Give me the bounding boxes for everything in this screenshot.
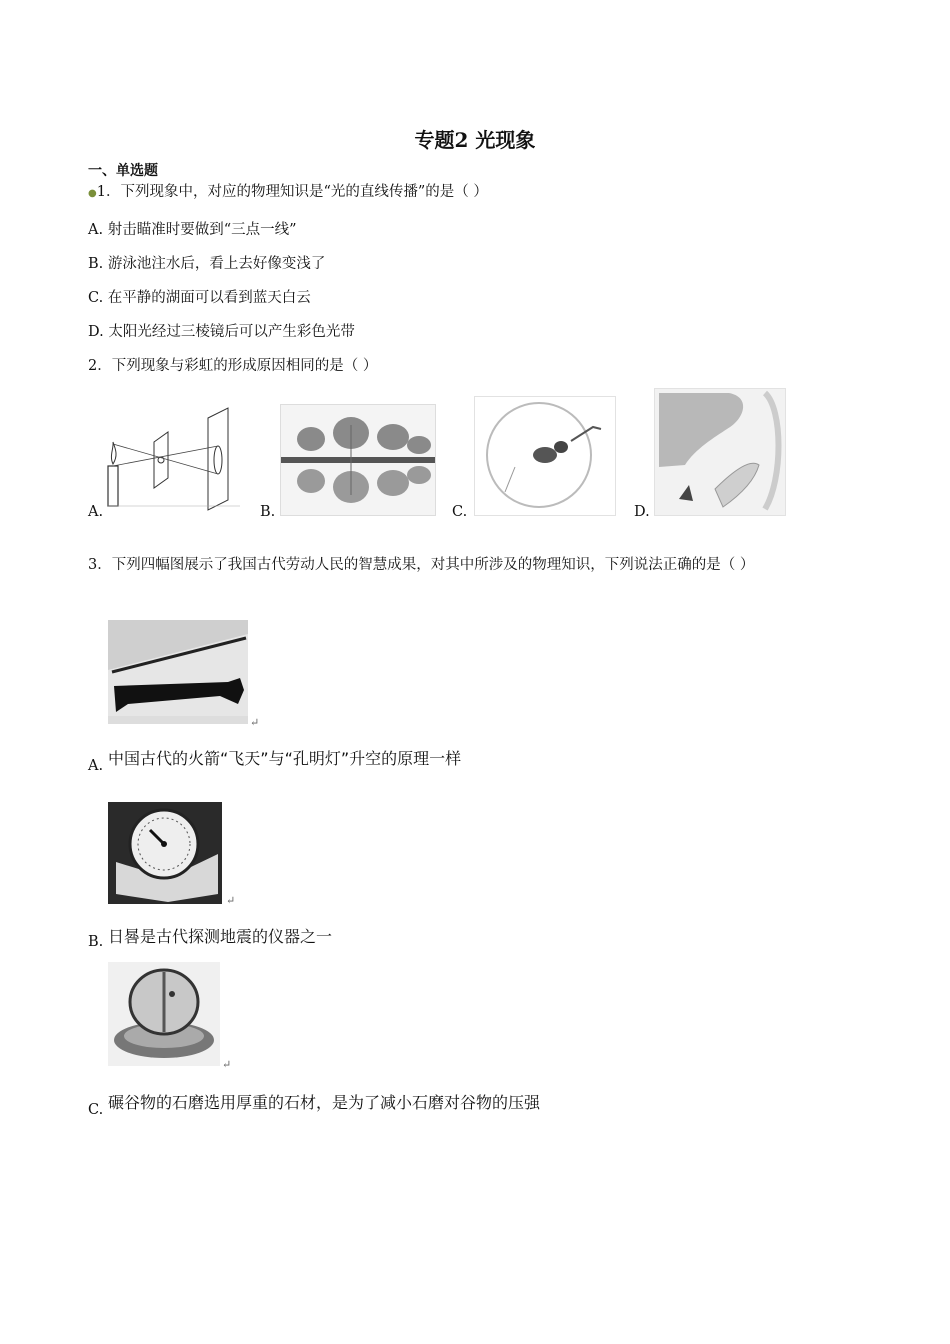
question-1-option-b: B. 游泳池注水后，看上去好像变浅了 — [88, 256, 326, 272]
question-3-option-a-caption: 中国古代的火箭“飞天”与“孔明灯”升空的原理一样 — [108, 749, 462, 768]
question-3-label-b: B. — [88, 934, 104, 950]
question-2-label-d: D. — [634, 504, 650, 520]
return-mark-icon: ↵ — [226, 894, 236, 907]
question-1-text: 1．下列现象中，对应的物理知识是“光的直线传播”的是（ ） — [96, 184, 488, 200]
question-1-stem — [88, 182, 488, 204]
question-1-option-c: C. 在平静的湖面可以看到蓝天白云 — [88, 290, 311, 306]
hand-shadow-image — [654, 388, 786, 516]
section-heading: 一、单选题 — [88, 163, 158, 179]
magnifier-image — [474, 396, 616, 516]
question-1-option-d: D. 太阳光经过三棱镜后可以产生彩色光带 — [88, 324, 355, 340]
question-2-label-a: A. — [88, 504, 104, 520]
return-mark-icon: ↵ — [222, 1058, 232, 1071]
question-2-label-c: C. — [452, 504, 468, 520]
sundial-image — [108, 802, 222, 904]
question-2-label-b: B. — [260, 504, 276, 520]
question-3-option-c-caption: 碾谷物的石磨选用厚重的石材，是为了减小石磨对谷物的压强 — [108, 1093, 541, 1112]
pinhole-camera-image — [106, 404, 242, 514]
ancient-rocket-image — [108, 620, 248, 724]
question-2-stem: 2．下列现象与彩虹的形成原因相同的是（ ） — [88, 358, 378, 374]
question-3-label-a: A. — [88, 758, 104, 774]
anchor-mark-icon: ● — [88, 188, 97, 199]
question-3-option-b-caption: 日晷是古代探测地震的仪器之一 — [108, 927, 333, 946]
tree-reflection-image — [280, 404, 436, 516]
question-3-stem: 3．下列四幅图展示了我国古代劳动人民的智慧成果，对其中所涉及的物理知识，下列说法正确的是（ ） — [88, 557, 755, 573]
question-3-label-c: C. — [88, 1102, 104, 1118]
question-1-option-a: A. 射击瞄准时要做到“三点一线” — [88, 222, 297, 238]
return-mark-icon: ↵ — [250, 716, 260, 729]
page-title: 专题2 光现象 — [414, 128, 536, 152]
stone-mill-image — [108, 962, 220, 1066]
